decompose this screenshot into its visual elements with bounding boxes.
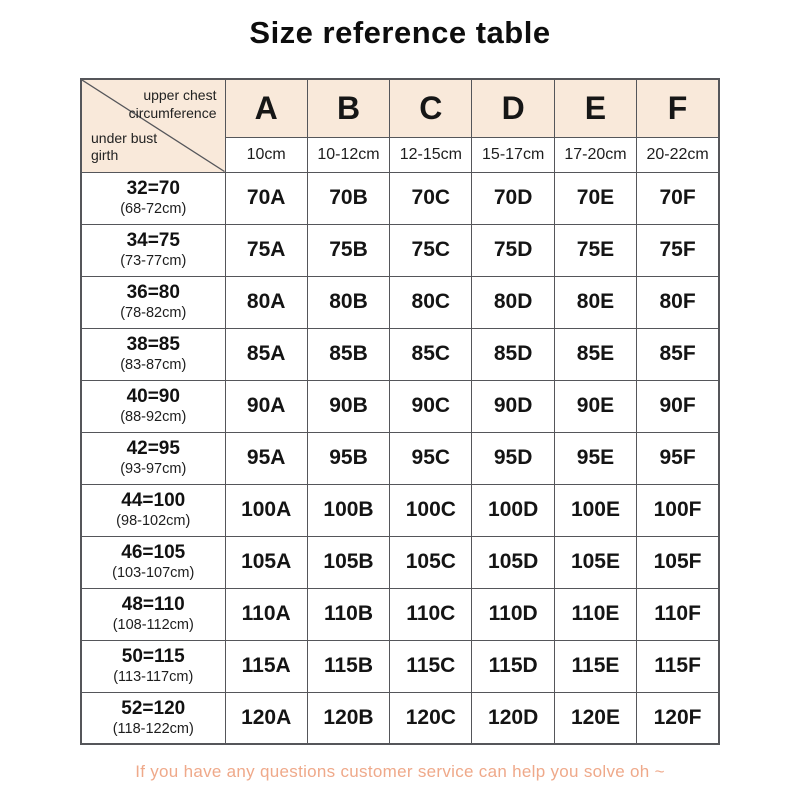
size-cell: 70B [307,172,389,224]
size-cell: 75B [307,224,389,276]
size-cell: 90B [307,380,389,432]
row-label-cell [81,484,225,536]
size-cell: 75E [554,224,636,276]
size-cell: 115D [472,640,554,692]
row-range-label: (83-87cm) [120,357,187,374]
size-cell: 105F [637,536,719,588]
size-cell: 70D [472,172,554,224]
size-cell: 95D [472,432,554,484]
row-range-label: (98-102cm) [116,513,191,530]
cup-range-header-f: 20-22cm [637,137,719,172]
size-cell: 115E [554,640,636,692]
table-row [81,380,719,432]
cup-column-header-e: E [554,79,636,137]
row-label-cell [81,380,225,432]
size-cell: 90C [390,380,472,432]
size-cell: 85C [390,328,472,380]
size-cell: 120F [637,692,719,744]
cup-column-header-a: A [225,79,307,137]
row-label-cell [81,588,225,640]
row-label-cell [81,172,225,224]
size-cell: 70C [390,172,472,224]
size-cell: 110B [307,588,389,640]
size-cell: 115C [390,640,472,692]
size-cell: 70F [637,172,719,224]
size-cell: 75A [225,224,307,276]
size-cell: 120D [472,692,554,744]
row-size-label: 38=85 [126,334,180,356]
size-cell: 100D [472,484,554,536]
row-size-label: 32=70 [126,178,180,200]
cup-range-header-e: 17-20cm [554,137,636,172]
page-title: Size reference table [249,15,551,50]
size-cell: 75D [472,224,554,276]
row-label-cell [81,640,225,692]
size-cell: 100B [307,484,389,536]
size-cell: 95E [554,432,636,484]
row-size-label: 42=95 [126,438,180,460]
size-cell: 120C [390,692,472,744]
row-size-label: 48=110 [121,594,185,616]
size-cell: 115A [225,640,307,692]
row-label-cell [81,328,225,380]
row-size-label: 34=75 [126,230,180,252]
row-size-label: 50=115 [121,646,185,668]
size-cell: 70A [225,172,307,224]
row-label-cell [81,224,225,276]
corner-cell [81,79,225,172]
row-label-cell [81,692,225,744]
cup-column-header-b: B [307,79,389,137]
size-cell: 80A [225,276,307,328]
size-reference-table [80,78,720,745]
size-cell: 105B [307,536,389,588]
table-row [81,224,719,276]
size-cell: 75C [390,224,472,276]
size-cell: 80B [307,276,389,328]
row-range-label: (78-82cm) [120,305,187,322]
size-cell: 105E [554,536,636,588]
size-cell: 105A [225,536,307,588]
size-cell: 115F [637,640,719,692]
size-cell: 85D [472,328,554,380]
size-cell: 110F [637,588,719,640]
table-row [81,172,719,224]
table-row [81,484,719,536]
size-cell: 100C [390,484,472,536]
size-cell: 90F [637,380,719,432]
size-cell: 80F [637,276,719,328]
table-row [81,588,719,640]
cup-header-row [81,79,719,137]
size-cell: 120E [554,692,636,744]
row-range-label: (108-112cm) [112,617,194,634]
cup-range-header-c: 12-15cm [390,137,472,172]
size-cell: 110C [390,588,472,640]
size-cell: 85E [554,328,636,380]
size-cell: 110D [472,588,554,640]
size-cell: 95A [225,432,307,484]
cup-column-header-c: C [390,79,472,137]
row-label-cell [81,276,225,328]
cup-range-header-b: 10-12cm [307,137,389,172]
row-label-cell [81,432,225,484]
size-cell: 100F [637,484,719,536]
row-size-label: 40=90 [126,386,180,408]
cup-column-header-d: D [472,79,554,137]
size-cell: 80E [554,276,636,328]
table-row [81,328,719,380]
corner-top-label: upper chest circumference [128,87,217,121]
size-cell: 85B [307,328,389,380]
size-cell: 85A [225,328,307,380]
size-cell: 95F [637,432,719,484]
cup-column-header-f: F [637,79,719,137]
size-cell: 110A [225,588,307,640]
size-cell: 95C [390,432,472,484]
row-size-label: 36=80 [126,282,180,304]
row-range-label: (73-77cm) [120,253,187,270]
size-cell: 120A [225,692,307,744]
cup-range-header-d: 15-17cm [472,137,554,172]
row-size-label: 44=100 [121,490,186,512]
table-row [81,536,719,588]
size-cell: 85F [637,328,719,380]
size-cell: 70E [554,172,636,224]
size-cell: 80C [390,276,472,328]
size-cell: 90D [472,380,554,432]
size-cell: 105D [472,536,554,588]
row-label-cell [81,536,225,588]
cup-range-header-a: 10cm [225,137,307,172]
size-cell: 105C [390,536,472,588]
row-range-label: (93-97cm) [120,461,187,478]
table-row [81,276,719,328]
size-cell: 90E [554,380,636,432]
corner-bottom-label: under bust girth [91,129,158,163]
size-cell: 110E [554,588,636,640]
row-range-label: (68-72cm) [120,201,187,218]
size-cell: 80D [472,276,554,328]
size-cell: 100A [225,484,307,536]
size-cell: 90A [225,380,307,432]
row-range-label: (118-122cm) [112,720,194,737]
row-range-label: (113-117cm) [113,669,194,686]
size-cell: 95B [307,432,389,484]
row-range-label: (88-92cm) [120,409,187,426]
row-size-label: 46=105 [121,542,186,564]
row-range-label: (103-107cm) [112,565,195,582]
row-size-label: 52=120 [121,698,186,720]
table-row [81,640,719,692]
size-cell: 75F [637,224,719,276]
table-row [81,432,719,484]
size-cell: 115B [307,640,389,692]
table-row [81,692,719,744]
size-cell: 100E [554,484,636,536]
footer-note: If you have any questions customer service can help you solve oh ~ [135,762,665,781]
size-cell: 120B [307,692,389,744]
